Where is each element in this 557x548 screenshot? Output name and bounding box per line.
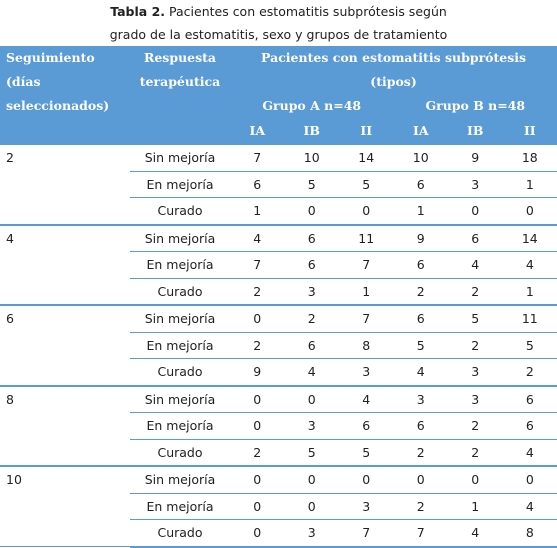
table-row xyxy=(0,144,557,171)
cell-value: 2 xyxy=(285,305,340,332)
cell-value: 6 xyxy=(503,386,557,413)
cell-value: 7 xyxy=(339,305,394,332)
cell-value: 1 xyxy=(503,171,557,198)
cell-value: 4 xyxy=(503,252,557,279)
cell-value: 6 xyxy=(394,171,449,198)
cell-value: 5 xyxy=(503,332,557,359)
cell-day: 4 xyxy=(0,225,130,306)
cell-value: 6 xyxy=(394,413,449,440)
cell-value: 4 xyxy=(448,252,503,279)
cell-value: 0 xyxy=(285,493,340,520)
cell-value: 5 xyxy=(285,439,340,466)
cell-value: 7 xyxy=(339,520,394,547)
cell-value: 0 xyxy=(285,466,340,493)
table-row xyxy=(0,225,557,252)
cell-value: 2 xyxy=(503,359,557,386)
header-sub-ii-a: II xyxy=(339,118,394,144)
header-pacientes: Pacientes con estomatitis subprótesis (tipos) xyxy=(230,46,557,94)
cell-respuesta: Sin mejoría xyxy=(130,386,230,413)
cell-value: 6 xyxy=(503,413,557,440)
cell-value: 5 xyxy=(448,305,503,332)
cell-value: 0 xyxy=(230,466,285,493)
cell-value: 10 xyxy=(285,144,340,171)
cell-value: 4 xyxy=(394,359,449,386)
caption-line-1: Pacientes con estomatitis subprótesis según xyxy=(169,4,447,19)
header-sub-ii-b: II xyxy=(503,118,557,144)
header-grupo-b: Grupo B n=48 xyxy=(394,94,557,118)
header-seguimiento: Seguimiento (días seleccionados) xyxy=(0,46,130,144)
cell-value: 0 xyxy=(503,198,557,225)
cell-value: 6 xyxy=(230,171,285,198)
cell-value: 14 xyxy=(339,144,394,171)
cell-value: 9 xyxy=(230,359,285,386)
cell-value: 6 xyxy=(394,252,449,279)
cell-value: 11 xyxy=(503,305,557,332)
cell-value: 7 xyxy=(339,252,394,279)
cell-value: 3 xyxy=(339,493,394,520)
table-caption xyxy=(0,0,557,46)
cell-respuesta: Curado xyxy=(130,439,230,466)
header-sub-ib-b: IB xyxy=(448,118,503,144)
cell-value: 9 xyxy=(448,144,503,171)
cell-respuesta: Sin mejoría xyxy=(130,144,230,171)
cell-value: 7 xyxy=(230,144,285,171)
cell-value: 4 xyxy=(503,439,557,466)
header-sub-ib-a: IB xyxy=(285,118,340,144)
cell-value: 18 xyxy=(503,144,557,171)
cell-value: 1 xyxy=(230,198,285,225)
header-grupo-a: Grupo A n=48 xyxy=(230,94,394,118)
cell-value: 3 xyxy=(285,520,340,547)
cell-value: 3 xyxy=(448,386,503,413)
cell-respuesta: Curado xyxy=(130,520,230,547)
cell-value: 3 xyxy=(394,386,449,413)
caption-line-2: grado de la estomatitis, sexo y grupos de tratamiento xyxy=(0,23,557,46)
cell-value: 3 xyxy=(285,413,340,440)
cell-value: 4 xyxy=(448,520,503,547)
cell-day: 8 xyxy=(0,386,130,467)
cell-value: 2 xyxy=(448,439,503,466)
cell-value: 10 xyxy=(394,144,449,171)
cell-value: 5 xyxy=(339,439,394,466)
cell-value: 6 xyxy=(285,252,340,279)
cell-value: 8 xyxy=(503,520,557,547)
cell-value: 4 xyxy=(339,386,394,413)
cell-respuesta: En mejoría xyxy=(130,252,230,279)
cell-value: 0 xyxy=(448,198,503,225)
table-row xyxy=(0,466,557,493)
cell-respuesta: Sin mejoría xyxy=(130,225,230,252)
cell-respuesta: Curado xyxy=(130,278,230,305)
cell-value: 2 xyxy=(394,493,449,520)
cell-value: 0 xyxy=(230,413,285,440)
cell-value: 1 xyxy=(394,198,449,225)
cell-value: 0 xyxy=(230,493,285,520)
cell-value: 0 xyxy=(448,466,503,493)
cell-value: 14 xyxy=(503,225,557,252)
cell-respuesta: Sin mejoría xyxy=(130,466,230,493)
cell-value: 2 xyxy=(448,332,503,359)
cell-value: 6 xyxy=(285,225,340,252)
cell-day: 6 xyxy=(0,305,130,386)
cell-value: 0 xyxy=(503,466,557,493)
cell-value: 6 xyxy=(394,305,449,332)
cell-respuesta: Curado xyxy=(130,198,230,225)
cell-value: 6 xyxy=(448,225,503,252)
cell-value: 1 xyxy=(448,493,503,520)
header-sub-ia-a: IA xyxy=(230,118,285,144)
cell-respuesta: Curado xyxy=(130,359,230,386)
cell-respuesta: En mejoría xyxy=(130,332,230,359)
cell-day: 2 xyxy=(0,144,130,225)
cell-value: 0 xyxy=(339,198,394,225)
cell-value: 3 xyxy=(339,359,394,386)
cell-value: 0 xyxy=(285,198,340,225)
cell-value: 7 xyxy=(394,520,449,547)
cell-value: 5 xyxy=(394,332,449,359)
cell-value: 4 xyxy=(503,493,557,520)
cell-value: 5 xyxy=(339,171,394,198)
cell-value: 2 xyxy=(448,413,503,440)
cell-value: 2 xyxy=(230,439,285,466)
header-sub-ia-b: IA xyxy=(394,118,449,144)
cell-value: 1 xyxy=(339,278,394,305)
cell-value: 0 xyxy=(394,466,449,493)
cell-value: 0 xyxy=(230,386,285,413)
cell-value: 0 xyxy=(230,305,285,332)
cell-value: 5 xyxy=(285,171,340,198)
caption-label: Tabla 2. xyxy=(110,4,165,19)
cell-value: 7 xyxy=(230,252,285,279)
cell-value: 0 xyxy=(230,520,285,547)
table-header xyxy=(0,46,557,144)
header-respuesta: Respuesta terapéutica xyxy=(130,46,230,144)
cell-value: 3 xyxy=(448,171,503,198)
cell-value: 1 xyxy=(503,278,557,305)
table-row xyxy=(0,305,557,332)
cell-value: 2 xyxy=(394,439,449,466)
cell-day: 10 xyxy=(0,466,130,547)
table-body xyxy=(0,144,557,547)
cell-value: 3 xyxy=(448,359,503,386)
cell-respuesta: Sin mejoría xyxy=(130,305,230,332)
cell-value: 4 xyxy=(285,359,340,386)
data-table xyxy=(0,46,557,548)
cell-value: 2 xyxy=(230,278,285,305)
cell-value: 2 xyxy=(448,278,503,305)
table-row xyxy=(0,386,557,413)
cell-value: 0 xyxy=(339,466,394,493)
cell-value: 2 xyxy=(394,278,449,305)
cell-respuesta: En mejoría xyxy=(130,171,230,198)
cell-value: 4 xyxy=(230,225,285,252)
cell-value: 8 xyxy=(339,332,394,359)
cell-value: 2 xyxy=(230,332,285,359)
cell-value: 11 xyxy=(339,225,394,252)
cell-value: 9 xyxy=(394,225,449,252)
cell-respuesta: En mejoría xyxy=(130,413,230,440)
cell-value: 3 xyxy=(285,278,340,305)
cell-respuesta: En mejoría xyxy=(130,493,230,520)
cell-value: 0 xyxy=(285,386,340,413)
cell-value: 6 xyxy=(285,332,340,359)
cell-value: 6 xyxy=(339,413,394,440)
